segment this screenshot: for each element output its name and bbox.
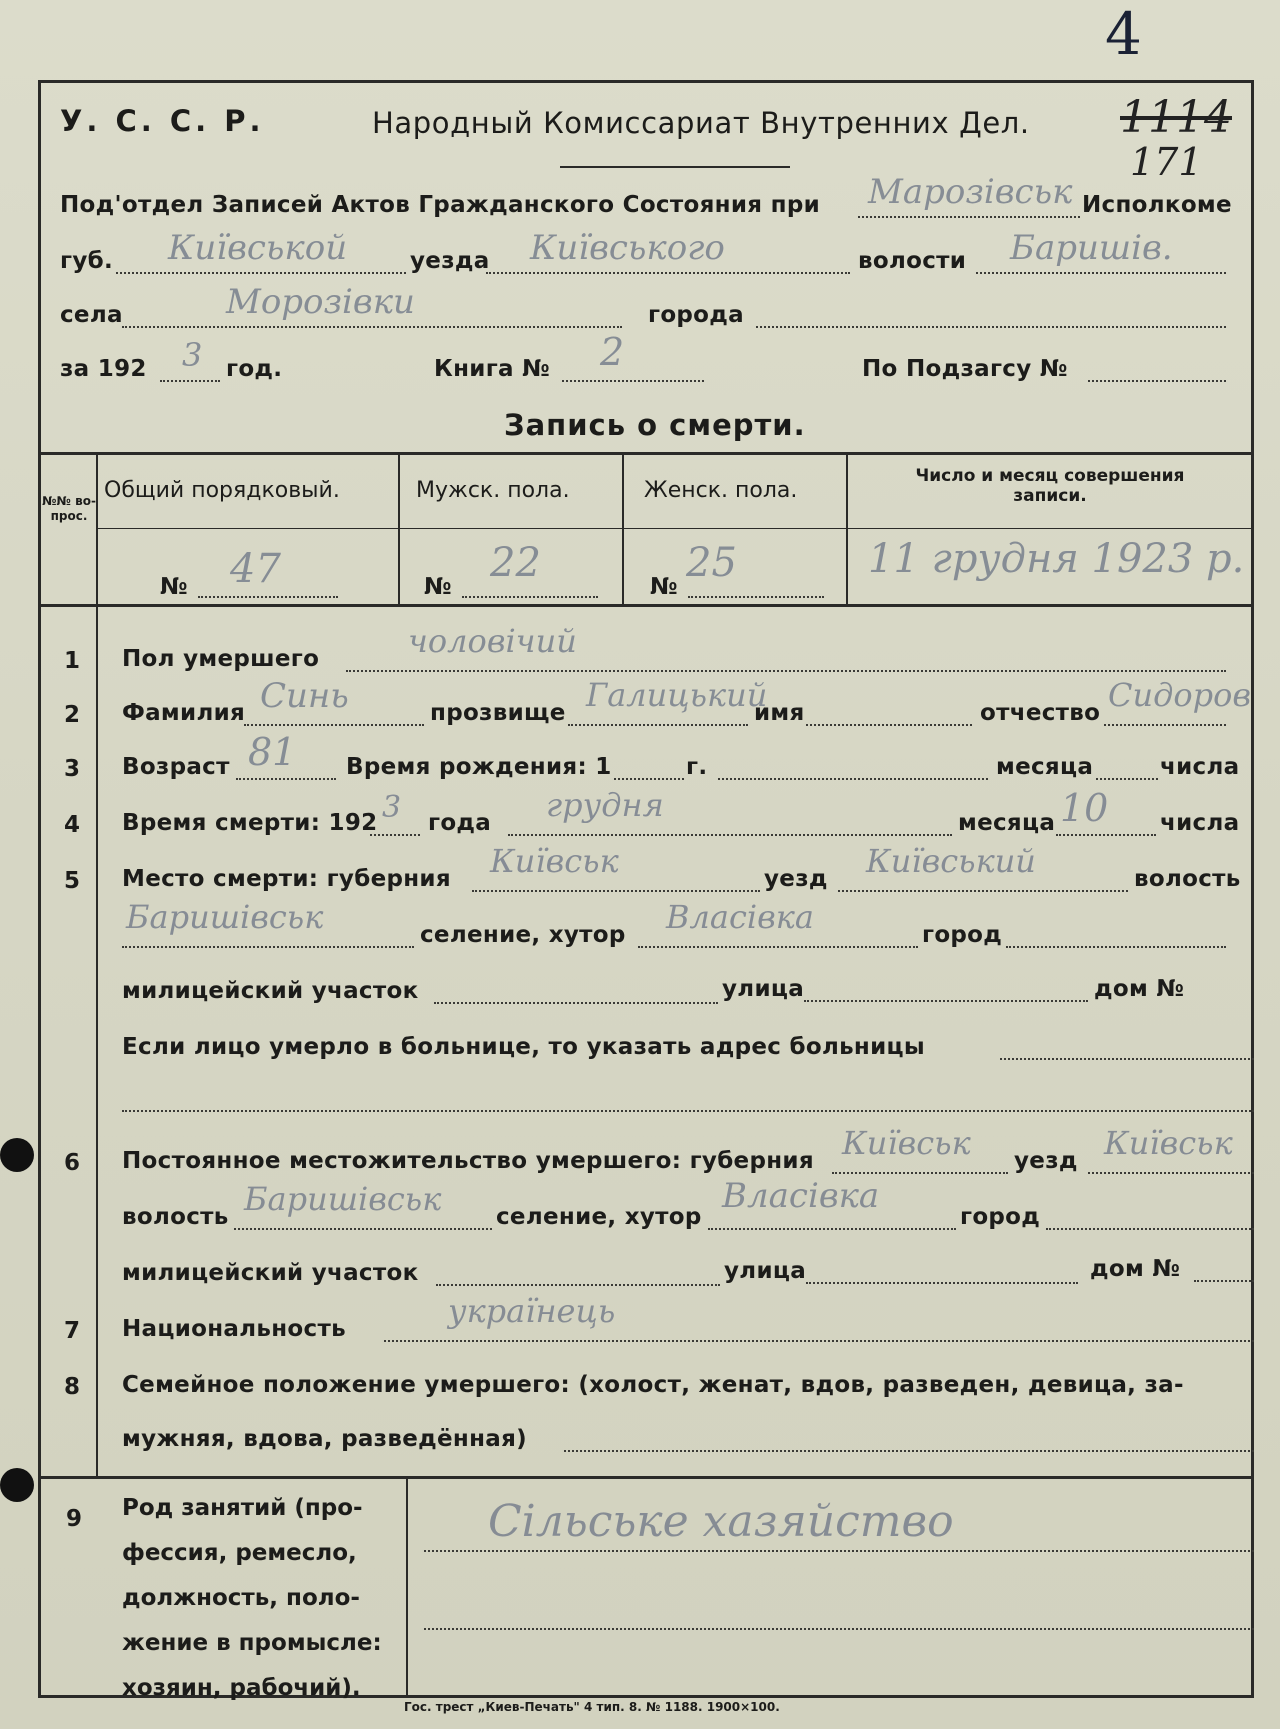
q6-settlement-value: Власівка <box>722 1176 880 1216</box>
q2-name-line <box>806 724 972 726</box>
selo-value: Морозівки <box>226 282 415 322</box>
book-line <box>562 380 704 382</box>
q6-house-label: дом № <box>1090 1256 1181 1282</box>
q6-gub-value: Київськ <box>842 1124 971 1162</box>
volost-line <box>976 272 1226 274</box>
q8-marital-label-2: мужняя, вдова, разведённая) <box>122 1426 527 1452</box>
q2-patronymic-label: отчество <box>980 700 1101 726</box>
q3-month-line <box>1096 778 1158 780</box>
q1-line <box>346 670 1226 672</box>
punch-hole-bottom <box>0 1468 34 1502</box>
q5-gub-value: Київськ <box>490 842 619 880</box>
q5-settlement-value: Власівка <box>666 898 814 936</box>
punch-hole-top <box>0 1138 34 1172</box>
q7-line <box>384 1340 1254 1342</box>
male-no-sign: № <box>424 574 452 600</box>
q5-hospital-label: Если лицо умерло в больнице, то указать адрес больницы <box>122 1034 925 1060</box>
selo-label: села <box>60 302 123 328</box>
q6-volost-value: Баришівськ <box>244 1180 442 1218</box>
q6-number: 6 <box>64 1150 81 1176</box>
file-ref-crossed: 1114 <box>1120 92 1232 143</box>
q5-uezd-value: Київський <box>866 842 1036 880</box>
q4-year-line <box>370 834 420 836</box>
table-col-divider-3 <box>846 455 848 605</box>
q5-uezd-label: уезд <box>764 866 828 892</box>
q8-line <box>564 1450 1254 1452</box>
uezd-line <box>486 272 850 274</box>
q4-year-value: 3 <box>382 790 402 825</box>
q5-city-label: город <box>922 922 1003 948</box>
q5-settlement-label: селение, хутор <box>420 922 626 948</box>
table-col-divider-2 <box>622 455 624 605</box>
q9-value: Сільське хазяйство <box>488 1496 954 1547</box>
q9-occupation-line-4: жение в промысле: <box>122 1630 382 1656</box>
sheet-number: 4 <box>1105 0 1142 68</box>
q5-volost-label: волость <box>1134 866 1241 892</box>
gub-label: губ. <box>60 248 114 274</box>
q5-house-label: дом № <box>1094 976 1185 1002</box>
q3-number: 3 <box>64 756 81 782</box>
q9-number: 9 <box>66 1506 83 1532</box>
q5-hospital-line-2 <box>122 1110 1254 1112</box>
female-col-header: Женск. пола. <box>644 478 798 503</box>
year-line <box>160 380 220 382</box>
female-no-value: 25 <box>686 540 737 586</box>
exec-committee-line <box>858 216 1080 218</box>
q8-marital-label: Семейное положение умершего: (холост, женат, вдов, разведен, девица, за- <box>122 1372 1184 1398</box>
q6-police-line <box>436 1284 720 1286</box>
q5-street-label: улица <box>722 976 805 1002</box>
q4-year-word: года <box>428 810 492 836</box>
q5-volost-value: Баришівськ <box>126 898 324 936</box>
uezd-value: Київського <box>530 228 725 268</box>
q2-patronymic-line <box>1104 724 1226 726</box>
q4-day-label: числа <box>1160 810 1240 836</box>
podzags-label: По Подзагсу № <box>862 356 1068 382</box>
header-rule <box>560 166 790 168</box>
q8-number: 8 <box>64 1374 81 1400</box>
q3-year-line <box>718 778 988 780</box>
table-top-rule <box>40 452 1252 455</box>
q6-volost-label: волость <box>122 1204 229 1230</box>
q1-label: Пол умершего <box>122 646 320 672</box>
q3-age-line <box>236 778 336 780</box>
q5-uezd-line <box>838 890 1128 892</box>
q6-street-line <box>806 1282 1078 1284</box>
q6-settlement-line <box>708 1228 956 1230</box>
date-col-header: Число и месяц совершения записи. <box>915 466 1185 506</box>
q4-death-label: Время смерти: 192 <box>122 810 378 836</box>
q3-age-label: Возраст <box>122 754 230 780</box>
general-no-sign: № <box>160 574 188 600</box>
q5-volost-line <box>122 946 414 948</box>
q1-number: 1 <box>64 648 81 674</box>
q6-volost-line <box>234 1228 492 1230</box>
q2-surname-line <box>244 724 424 726</box>
q4-day-value: 10 <box>1060 786 1109 830</box>
q2-patronymic-value: Сидоров <box>1108 676 1252 714</box>
q6-house-line <box>1194 1280 1254 1282</box>
year-suffix: год. <box>226 356 283 382</box>
selo-line <box>122 326 622 328</box>
general-col-header: Общий порядковый. <box>104 478 340 503</box>
table-qcol-divider <box>96 455 98 1479</box>
q6-gub-line <box>832 1172 1008 1174</box>
q7-nationality-label: Национальность <box>122 1316 346 1342</box>
q2-number: 2 <box>64 702 81 728</box>
gub-value: Київськой <box>168 228 348 268</box>
table-col-divider-1 <box>398 455 400 605</box>
q3-year-label: г. <box>686 754 708 780</box>
q2-nickname-value: Галицький <box>586 676 768 714</box>
q9-label-divider <box>406 1479 408 1695</box>
q6-uezd-value: Київськ <box>1104 1124 1233 1162</box>
male-no-line <box>462 596 598 598</box>
q7-value: українець <box>448 1292 616 1330</box>
exec-committee-label: Исполкоме <box>1082 192 1232 218</box>
qnum-header: №№ во- прос. <box>42 494 96 523</box>
female-no-line <box>688 596 824 598</box>
q4-number: 4 <box>64 812 81 838</box>
commissariat-title: Народный Комиссариат Внутренних Дел. <box>372 106 1030 140</box>
q5-police-line <box>434 1002 718 1004</box>
uezd-label: уезда <box>410 248 490 274</box>
table-header-bottom-rule <box>40 604 1252 607</box>
q3-birth-label: Время рождения: 1 <box>346 754 612 780</box>
q6-city-label: город <box>960 1204 1041 1230</box>
q7-number: 7 <box>64 1318 81 1344</box>
record-title: Запись о смерти. <box>504 408 806 442</box>
q4-month-value: грудня <box>546 786 664 824</box>
printer-footer: Гос. трест „Киев-Печать" 4 тип. 8. № 1188. 1900×100. <box>404 1700 780 1714</box>
date-record-value: 11 грудня 1923 р. <box>868 536 1245 582</box>
book-value: 2 <box>600 330 625 374</box>
q5-police-label: милицейский участок <box>122 978 419 1004</box>
q9-occupation-line-1: Род занятий (про- <box>122 1495 363 1521</box>
year-value: 3 <box>182 336 203 374</box>
q6-uezd-line <box>1088 1172 1254 1174</box>
q3-age-value: 81 <box>248 730 297 774</box>
q5-city-line <box>1006 946 1226 948</box>
general-no-line <box>198 596 338 598</box>
q5-place-label: Место смерти: губерния <box>122 866 451 892</box>
volost-value: Баришів. <box>1010 228 1173 268</box>
q5-gub-line <box>472 890 760 892</box>
q9-occupation-line-5: хозяин, рабочий). <box>122 1675 361 1701</box>
q2-nickname-line <box>568 724 748 726</box>
q1-value: чоловічий <box>408 622 577 660</box>
q9-occupation-line-3: должность, поло- <box>122 1585 360 1611</box>
republic-label: У. С. С. Р. <box>60 104 265 138</box>
gorod-line <box>756 326 1226 328</box>
male-col-header: Мужск. пола. <box>416 478 570 503</box>
q2-nickname-label: прозвище <box>430 700 566 726</box>
female-no-sign: № <box>650 574 678 600</box>
q2-surname-label: Фамилия <box>122 700 246 726</box>
q2-name-label: имя <box>754 700 805 726</box>
q9-occupation-label <box>122 1486 402 1711</box>
q4-month-line <box>508 834 952 836</box>
q5-settlement-line <box>638 946 918 948</box>
q9-line-2 <box>424 1628 1254 1630</box>
volost-label: волости <box>858 248 967 274</box>
general-no-value: 47 <box>230 546 281 592</box>
q6-city-line <box>1046 1228 1254 1230</box>
q6-street-label: улица <box>724 1258 807 1284</box>
q3-month-label: месяца <box>996 754 1094 780</box>
q6-residence-label: Постоянное местожительство умершего: губерния <box>122 1148 814 1174</box>
q6-police-label: милицейский участок <box>122 1260 419 1286</box>
table-header-inner-rule <box>98 528 1252 529</box>
q5-hospital-line-1 <box>1000 1058 1254 1060</box>
q9-line-1 <box>424 1550 1254 1552</box>
gub-line <box>116 272 406 274</box>
q5-number: 5 <box>64 868 81 894</box>
q2-surname-value: Синь <box>260 676 349 716</box>
q9-top-rule <box>40 1476 1252 1479</box>
book-label: Книга № <box>434 356 551 382</box>
q4-month-label: месяца <box>958 810 1056 836</box>
subdept-label: Под'отдел Записей Актов Гражданского Состояния при <box>60 192 821 218</box>
exec-committee-value: Марозівськ <box>868 172 1073 212</box>
male-no-value: 22 <box>490 540 541 586</box>
q3-birth-line <box>614 778 684 780</box>
q6-settlement-label: селение, хутор <box>496 1204 702 1230</box>
file-ref-current: 171 <box>1130 140 1203 184</box>
q9-occupation-line-2: фессия, ремесло, <box>122 1540 357 1566</box>
year-label: за 192 <box>60 356 147 382</box>
gorod-label: города <box>648 302 744 328</box>
q3-day-label: числа <box>1160 754 1240 780</box>
podzags-line <box>1088 380 1226 382</box>
q4-day-line <box>1056 834 1156 836</box>
q6-uezd-label: уезд <box>1014 1148 1078 1174</box>
q5-street-line <box>804 1000 1088 1002</box>
